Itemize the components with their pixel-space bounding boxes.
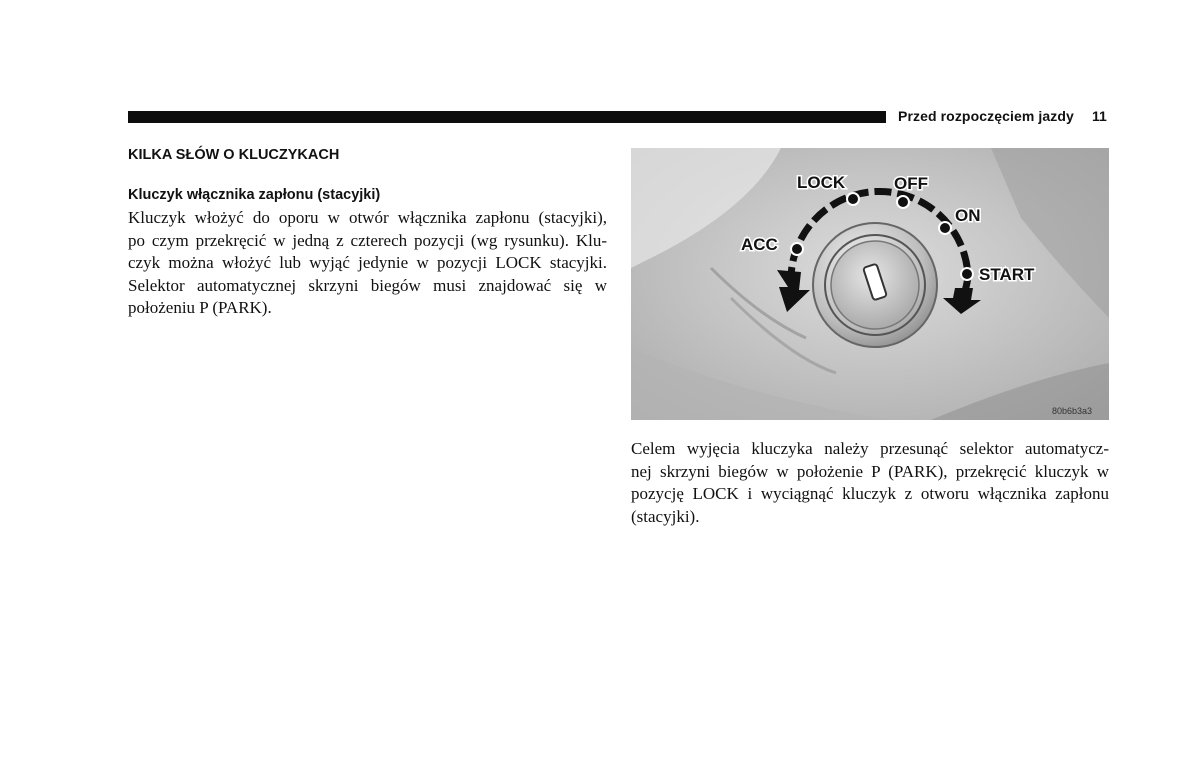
off-position-dot bbox=[897, 196, 909, 208]
caption-line: nej skrzyni biegów w położenie P (PARK), przekręcić kluczyk w bbox=[631, 461, 1109, 481]
label-lock: LOCK bbox=[797, 173, 846, 192]
acc-position-dot bbox=[791, 243, 803, 255]
subsection-title: Kluczyk włącznika zapłonu (stacyjki) bbox=[128, 187, 381, 203]
lock-position-dot bbox=[847, 193, 859, 205]
page-number: 11 bbox=[1092, 108, 1107, 124]
body-text bbox=[128, 207, 607, 320]
body-line: po czym przekręcić w jedną z czterech pozycji (wg rysunku). Klu- bbox=[128, 230, 607, 250]
caption-line: pozycję LOCK i wyciągnąć kluczyk z otworu włącznika zapłonu bbox=[631, 484, 1109, 504]
body-line: czyk można włożyć lub wyjąć jedynie w pozycji LOCK stacyjki. bbox=[128, 253, 607, 273]
figure-code: 80b6b3a3 bbox=[1052, 406, 1093, 416]
label-acc: ACC bbox=[741, 235, 778, 254]
body-line: Selektor automatycznej skrzyni biegów musi znajdować się w bbox=[128, 275, 607, 295]
caption-line: Celem wyjęcia kluczyka należy przesunąć selektor automatycz- bbox=[631, 439, 1109, 458]
start-position-dot bbox=[961, 268, 973, 280]
on-position-dot bbox=[939, 222, 951, 234]
label-off: OFF bbox=[894, 174, 928, 193]
label-on: ON bbox=[955, 206, 981, 225]
ignition-switch-figure bbox=[631, 148, 1109, 420]
running-header-title: Przed rozpoczęciem jazdy bbox=[898, 108, 1074, 124]
figure-caption bbox=[631, 438, 1109, 528]
body-line: Kluczyk włożyć do oporu w otwór włącznika zapłonu (stacyjki), bbox=[128, 208, 607, 227]
header-rule bbox=[128, 111, 886, 123]
body-line: położeniu P (PARK). bbox=[128, 298, 272, 318]
label-start: START bbox=[979, 265, 1035, 284]
ignition-switch-illustration bbox=[631, 148, 1109, 420]
section-title: KILKA SŁÓW O KLUCZYKACH bbox=[128, 147, 340, 163]
caption-line: (stacyjki). bbox=[631, 506, 700, 526]
